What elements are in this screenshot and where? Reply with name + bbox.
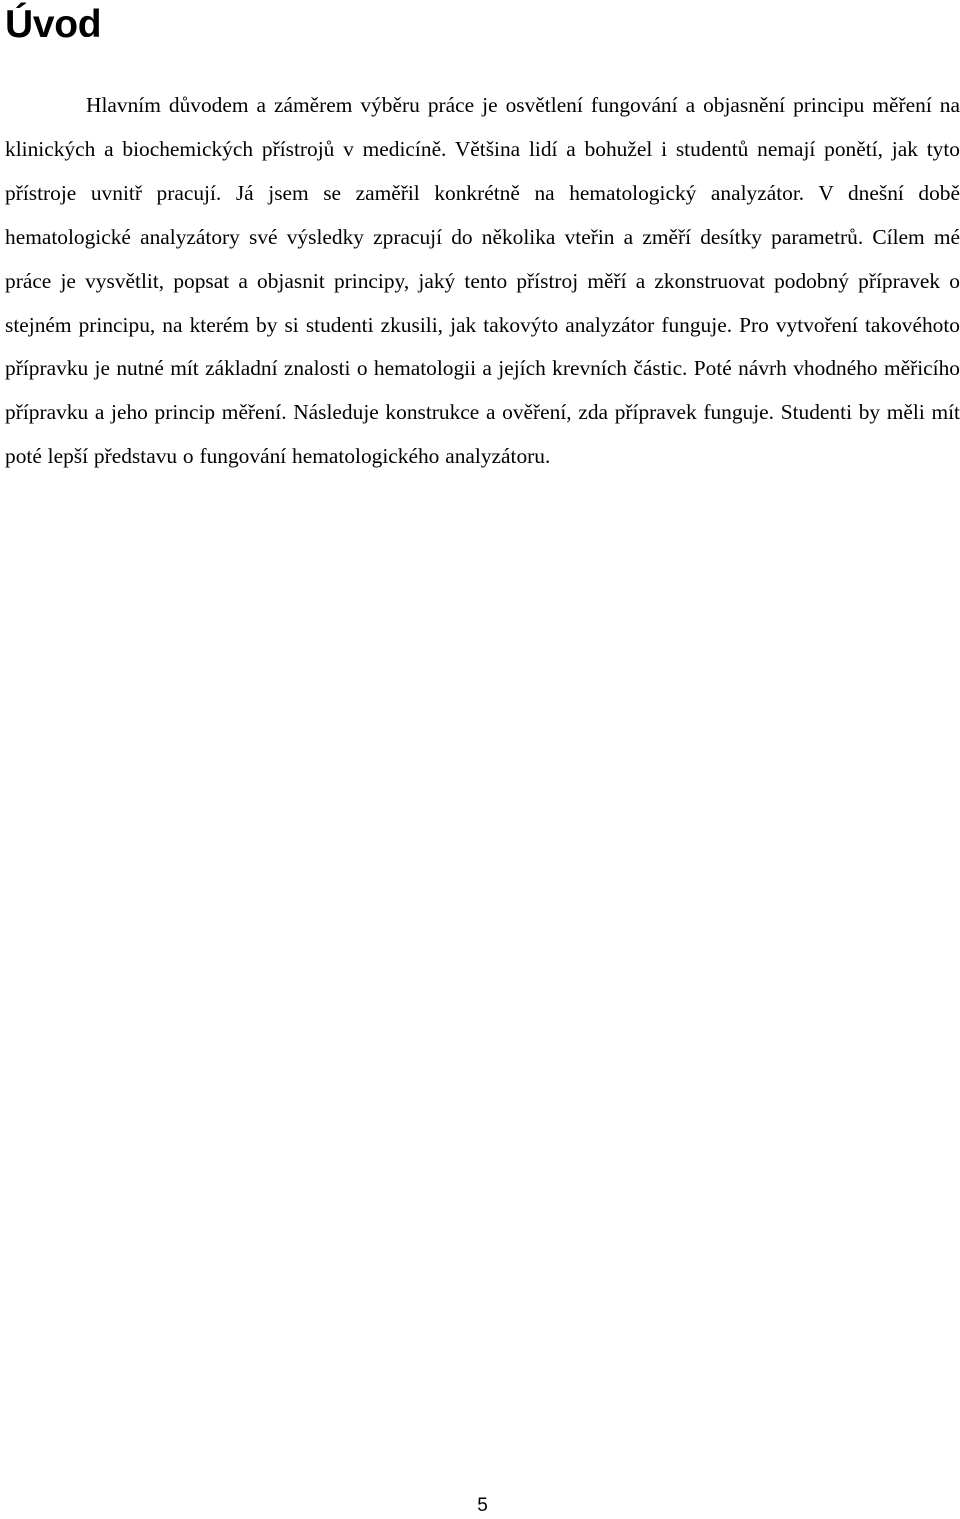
page-number: 5 (477, 1495, 488, 1516)
intro-paragraph: Hlavním důvodem a záměrem výběru práce je osvětlení fungování a objasnění principu měření na klinických a biochemických přístrojů v medicíně. Většina lidí a bohužel i studentů nemají ponětí, jak tyto přístroje uvnitř pracují. Já jsem se zaměřil konkrétně na hematologický analyzátor. V dnešní době hematologické analyzátory své výsledky zpracují do několika vteřin a změří desítky parametrů. Cílem mé práce je vysvětlit, popsat a objasnit principy, jaký tento přístroj měří a zkonstruovat podobný přípravek o stejném principu, na kterém by si studenti zkusili, jak takovýto analyzátor funguje. Pro vytvoření takovéhoto přípravku je nutné mít základní znalosti o hematologii a jejích krevních částic. Poté návrh vhodného měřicího přípravku a jeho princip měření. Následuje konstrukce a ověření, zda přípravek funguje. Studenti by měli mít poté lepší představu o fungování hematologického analyzátoru. (5, 93, 960, 469)
section-heading: Úvod (5, 3, 102, 46)
